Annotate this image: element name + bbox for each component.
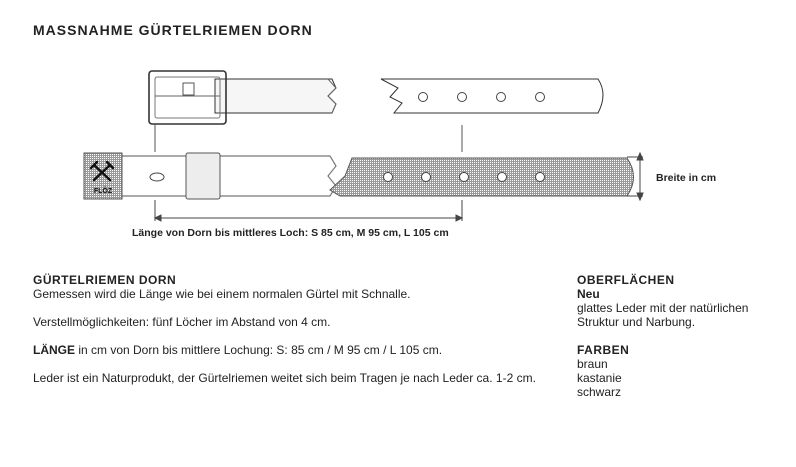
product-attributes bbox=[577, 273, 787, 399]
belt-description bbox=[33, 273, 553, 385]
section-heading-colors: FARBEN bbox=[577, 343, 630, 357]
section-heading-belt: GÜRTELRIEMEN DORN bbox=[33, 273, 177, 287]
color-item: kastanie bbox=[577, 371, 622, 385]
width-label: Breite in cm bbox=[656, 172, 717, 184]
measurement-note: Gemessen wird die Länge wie bei einem normalen Gürtel mit Schnalle. bbox=[33, 287, 411, 301]
leather-note: Leder ist ein Naturprodukt, der Gürtelriemen weitet sich beim Tragen je nach Leder ca. 1-2 cm. bbox=[33, 371, 536, 385]
belt-buckle-top-view bbox=[149, 71, 336, 124]
surface-name: Neu bbox=[577, 287, 600, 301]
color-item: braun bbox=[577, 357, 608, 371]
length-note bbox=[33, 343, 553, 357]
section-heading-surfaces: OBERFLÄCHEN bbox=[577, 273, 675, 287]
length-label: Länge von Dorn bis mittleres Loch: S 85 cm, M 95 cm, L 105 cm bbox=[132, 227, 449, 239]
length-note-keyword: LÄNGE bbox=[33, 343, 75, 357]
length-note-text: in cm von Dorn bis mittlere Lochung: S: 85 cm / M 95 cm / L 105 cm. bbox=[75, 343, 443, 357]
belt-strap-end-side-view bbox=[330, 158, 634, 196]
color-item: schwarz bbox=[577, 385, 622, 399]
surface-description: glattes Leder mit der natürlichen Struktur und Narbung. bbox=[577, 301, 749, 329]
adjustment-note: Verstellmöglichkeiten: fünf Löcher im Abstand von 4 cm. bbox=[33, 315, 331, 329]
page-title: MASSNAHME GÜRTELRIEMEN DORN bbox=[33, 22, 313, 38]
brand-logo-text: FLÖZ bbox=[93, 188, 113, 195]
belt-buckle-side-view bbox=[84, 153, 336, 199]
belt-strap-end-top-view bbox=[381, 79, 603, 113]
length-dimension-line bbox=[155, 200, 462, 221]
